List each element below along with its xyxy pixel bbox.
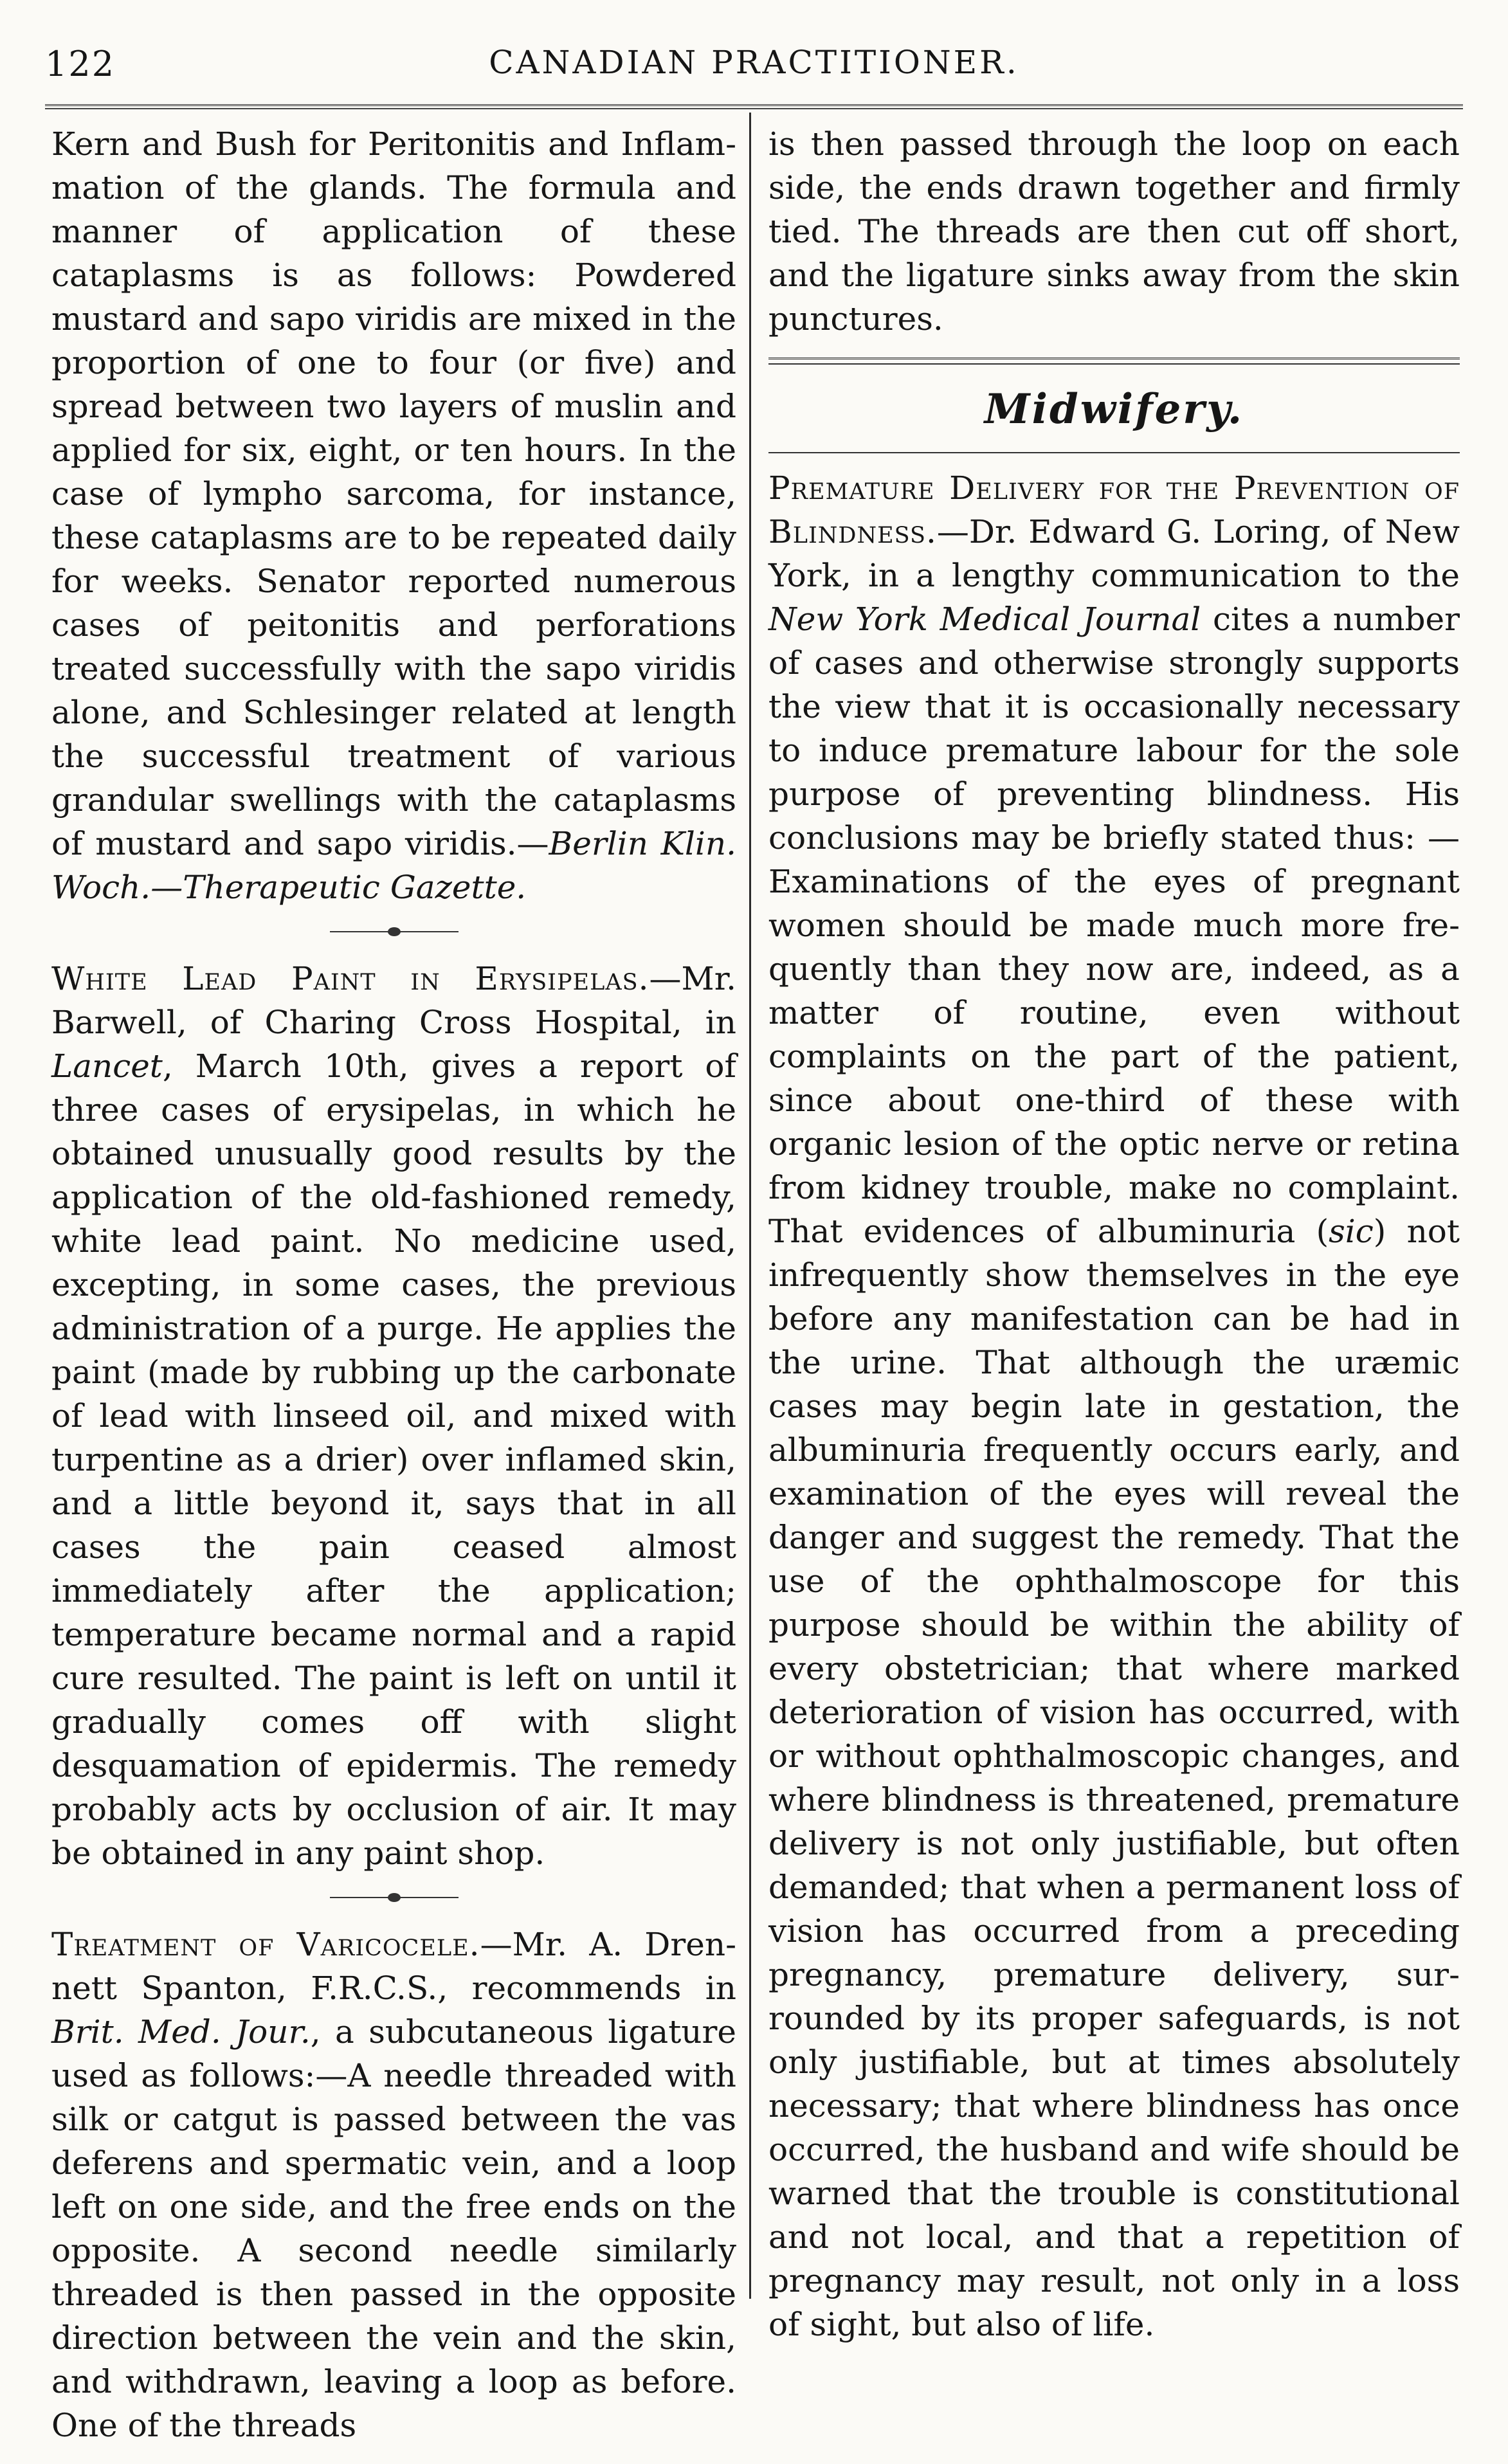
running-title: CANADIAN PRACTITIONER. <box>489 44 1019 81</box>
journal-page <box>45 26 1463 2444</box>
article-divider <box>330 1892 459 1903</box>
header-rule-secondary <box>45 108 1463 109</box>
section-rule <box>768 452 1460 453</box>
left-column <box>51 122 736 2464</box>
section-rule <box>768 358 1460 365</box>
article-premature-delivery <box>768 466 1460 2346</box>
journal-name: Lancet <box>51 1047 163 1085</box>
article-continuation: is then passed through the loop on each side, the ends drawn together and firmly tied. The threads are then cut off short, and the ligature sinks away from the skin punctures. <box>768 125 1460 338</box>
article-continuation <box>51 122 736 909</box>
article-text: , March 10th, gives a report of three cases of erysipelas, in which he obtained unusually good results by the application of the old-fashioned remedy, white lead paint. No medicine used, excepting, in some cases, the previous administration of a purge. He applies the paint (made by rubbing up the carbonate of lead with linseed oil, and mixed with turpentine as a drier) over inflamed skin, and a little beyond it, says that in all cases the pain ceased almost immediately after the application; temperature became normal and a rapid cure resulted. The paint is left on until it gradually comes off with slight desquamation of epidermis. The remedy probably acts by occlusion of air. It may be obtained in any paint shop. <box>51 1047 736 1872</box>
article-title: White Lead Paint in Erysipelas. <box>51 960 650 997</box>
article-varicocele <box>51 1923 736 2447</box>
journal-name: Brit. Med. Jour. <box>51 2013 311 2051</box>
column-divider <box>749 113 751 2299</box>
article-text: —Mr. Barwell, of Charing Cross Hospital, in <box>51 960 736 1041</box>
header-rule <box>45 104 1463 106</box>
article-title: Treatment of Varicocele. <box>51 1926 480 1963</box>
section-heading: Midwifery. <box>984 385 1244 433</box>
sic-note: sic <box>1329 1213 1374 1250</box>
article-divider <box>330 926 459 938</box>
article-text: —Dr. Edward G. Loring, of New York, in a lengthy communication to the <box>768 513 1460 594</box>
article-text: —Mr. A. Drennett Spanton, F.R.C.S., recommends in <box>51 1926 736 2007</box>
article-text: ) not infrequently show themselves in the eye before any manifestation can be had in the urine. That although the uræmic cases may begin late in gestation, the albuminuria frequently occurs early, and examination of the eyes will reveal the danger and suggest the remedy. That the use of the ophthalmoscope for this purpose should be within the ability of every obstetrician; that where marked deterioration of vision has occurred, with or without ophthalmoscopic changes, and where blindness is threatened, premature delivery is not only justifiable, but often demanded; that when a permanent loss of vision has occurred from a preceding pregnancy, premature delivery, surrounded by its proper safeguards, is not only justifiable, but at times absolutely necessary; that where blindness has once occurred, the husband and wife should be warned that the trouble is constitutional and not local, and that a repetition of pregnancy may result, not only in a loss of sight, but also of life. <box>768 1213 1460 2343</box>
source-citation: Berlin Klin. Woch.—Therapeutic Gazette. <box>51 825 737 906</box>
article-text: , a subcutaneous ligature used as follows:—A needle threaded with silk or catgut is passed between the vas deferens and spermatic vein, and a loop left on one side, and the free ends on the opposite. A second needle similarly threaded is then passed in the opposite direction between the vein and the skin, and withdrawn, leaving a loop as before. One of the threads <box>51 2013 736 2444</box>
right-column <box>768 122 1460 2363</box>
article-text: cites a number of cases and otherwise strongly supports the view that it is occasionally necessary to induce premature labour for the sole purpose of preventing blindness. His conclusions may be briefly stated thus: —Examinations of the eyes of pregnant women should be made much more frequently than they now are, indeed, as a matter of routine, even without complaints on the part of the patient, since about one-third of these with organic lesion of the optic nerve or retina from kidney trouble, make no complaint. That evidences of albuminuria ( <box>768 601 1460 1250</box>
journal-name: New York Medical Journal <box>768 601 1201 638</box>
page-header <box>45 26 1463 84</box>
page-number: 122 <box>45 44 116 84</box>
article-title: Premature Delivery for the Prevention of Blindness. <box>768 469 1460 550</box>
continuation-text: Kern and Bush for Peritonitis and Inflammation of the glands. The formula and manner of application of these cataplasms is as follows: Powdered mustard and sapo viridis are mixed in the proportion of one to four (or five) and spread between two layers of muslin and applied for six, eight, or ten hours. In the case of lympho sarcoma, for instance, these cataplasms are to be repeated daily for weeks. Senator reported numerous cases of peitonitis and perforations treated successfully with the sapo viridis alone, and Schlesinger related at length the successful treatment of various grandular swellings with the cataplasms of mustard and sapo viridis.— <box>51 125 736 862</box>
article-white-lead <box>51 957 736 1875</box>
